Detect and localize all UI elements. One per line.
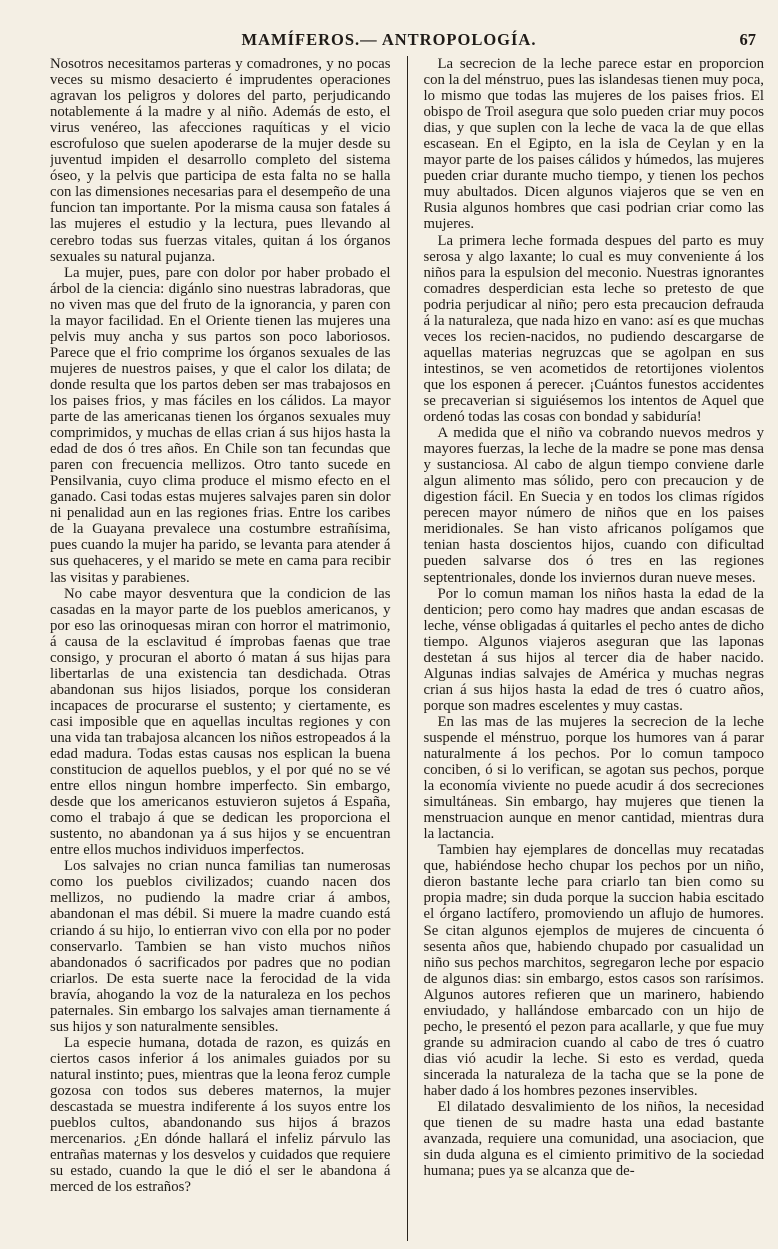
paragraph: Por lo comun maman los niños hasta la edad de la denticion; pero como hay madres que andan escasas de leche, vénse obligadas á quitarles el pecho antes de dicho tiempo. Algunos viajeros aseguran que las laponas destetan á sus hijos al tercer dia de haber nacido. Algunas indias salvajes de América y muchas negras crian á sus hijos hasta la edad de tres ó cuatro años, porque son madres escelentes y muy castas. (423, 585, 764, 714)
paragraph: La secrecion de la leche parece estar en proporcion con la del ménstruo, pues las islandesas tienen muy poca, lo mismo que todas las mujeres de los paises frios. El obispo de Troil asegura que solo pueden criar muy pocos dias, y que suplen con la leche de vaca la de que ellas escasean. En el Egipto, en la isla de Ceylan y en la mayor parte de los paises cálidos y húmedos, las mujeres pueden criar durante mucho tiempo, y tienen los pechos muy abultados. Dicen algunos viajeros que se ven en Rusia algunos hombres que casi podrian criar como las mujeres. (423, 56, 764, 233)
column-divider (407, 56, 408, 1241)
paragraph: La mujer, pues, pare con dolor por haber probado el árbol de la ciencia: digánlo sino nuestras labradoras, que no viven mas que del fruto de la ignorancia, y paren con la mayor facilidad. En el Oriente tienen las mujeres una pelvis muy ancha y sus partos son poco laboriosos. Parece que el frio comprime los órganos sexuales de las mujeres de nuestros paises, y que el calor los dilata; de donde resulta que los partos deben ser mas trabajosos en los paises frios, y mas fáciles en los cálidos. La mayor parte de las americanas tienen los órganos sexuales muy comprimidos, y muchas de ellas crian á sus hijos hasta la edad de dos ó tres años. En Chile son tan fecundas que paren con frecuencia mellizos. Otro tanto sucede en Pensilvania, cuyo clima produce el mismo efecto en el ganado. Casi todas estas mujeres salvajes paren sin dolor ni penalidad aun en las regiones frias. Entre los caribes de la Guayana prevalece una costumbre estrañísima, pues cuando la mujer ha parido, se levanta para atender á sus quehaceres, y el marido se mete en cama para recibir las visitas y parabienes. (50, 264, 391, 586)
paragraph: A medida que el niño va cobrando nuevos medros y mayores fuerzas, la leche de la madre se pone mas densa y sustanciosa. Al cabo de algun tiempo conviene darle algun alimento mas sólido, pero con precaucion y de digestion fácil. En Suecia y en todos los climas rígidos perecen mayor número de niños que en los paises meridionales. Se han visto africanos polígamos que tenian hasta doscientos hijos, cuando con dificultad pueden salvarse dos ó tres en las regiones septentrionales, donde los inviernos duran nueve meses. (423, 425, 764, 586)
paragraph: La especie humana, dotada de razon, es quizás en ciertos casos inferior á los animales guiados por su natural instinto; pues, mientras que la leona feroz cumple gozosa con todos sus deberes maternos, la mujer descastada se muestra indiferente á los suyos entre los pueblos cultos, abandonando sus hijos á brazos mercenarios. ¿En dónde hallará el infeliz párvulo las entrañas maternas y los desvelos y cuidados que requiere su estado, cuando la que le dió el ser le abandona á merced de los estraños? (50, 1034, 391, 1196)
paragraph: Tambien hay ejemplares de doncellas muy recatadas que, habiéndose hecho chupar los pechos por un niño, dieron bastante leche para criarlo tan bien como su propia madre; sin duda porque la succion habia escitado el órgano lactífero, promoviendo un aflujo de humores. Se citan algunos ejemplos de mujeres de cincuenta ó sesenta años que, habiendo chupado por casualidad un niño sus pechos marchitos, segregaron leche por espacio de algunos dias: sin embargo, estos casos son rarísimos. Algunos autores refieren que un marinero, habiendo enviudado, y hallándose embarcado con un hijo de pecho, le presentó el pezon para acallarle, y que fue muy grande su admiracion cuando al cabo de tres ó cuatro dias vió acudir la leche. Si esto es verdad, queda sincerada la naturaleza de la tacha que se la pone de haber dado á los hombres pezones inservibles. (423, 842, 764, 1099)
text-columns (50, 56, 764, 1241)
page-number: 67 (739, 30, 756, 49)
right-column (424, 56, 765, 1241)
running-title: MAMÍFEROS.— ANTROPOLOGÍA. (241, 30, 537, 49)
left-column (50, 56, 391, 1241)
paragraph: Nosotros necesitamos parteras y comadrones, y no pocas veces su mismo desacierto é imprudentes operaciones agravan los peligros y dolores del parto, perjudicando notablemente á la madre y al niño. Además de esto, el virus venéreo, las afecciones raquíticas y el vicio escrofuloso que suelen apoderarse de la mujer desde su juventud impiden el desarrollo completo del sistema óseo, y la pelvis que participa de esta falta no se halla con las dimensiones necesarias para el desempeño de una funcion tan importante. Por la misma causa son fatales á las mujeres el estudio y la lectura, pues llevando al cerebro todas sus fuerzas vitales, quitan á los órganos sexuales su natural pujanza. (50, 56, 391, 265)
paragraph: Los salvajes no crian nunca familias tan numerosas como los pueblos civilizados; cuando nacen dos mellizos, no pudiendo la madre criar á ambos, abandonan el mas débil. Si muere la madre cuando está criando á su hijo, lo entierran vivo con ella por no poder conservarlo. Tambien se han visto muchos niños abandonados ó sacrificados por padres que no podian criarlos. De esta suerte nace la ferocidad de la vida bravía, ahogando la voz de la naturaleza en los pechos paternales. Sin embargo los salvajes aman tiernamente á sus hijos y son naturalmente sensibles. (50, 858, 391, 1035)
paragraph: No cabe mayor desventura que la condicion de las casadas en la mayor parte de los pueblos americanos, y por eso las orinoquesas miran con horror el matrimonio, á causa de la esclavitud é ímprobas faenas que trae consigo, y procuran el aborto ó matan á sus hijas para libertarlas de una existencia tan desdichada. Otras abandonan sus hijos lisiados, porque los consideran incapaces de procurarse el sustento; y ciertamente, es casi imposible que en aquellas incultas regiones y con una vida tan trabajosa alcancen los niños estropeados á la edad madura. Todas estas causas nos esplican la buena constitucion de aquellos pueblos, y el por qué no se vé entre ellos ningun hombre imperfecto. Sin embargo, desde que los americanos estuvieron sujetos á España, como el trabajo á que se dedican les proporciona el sustento, no abandonan ya á sus hijos y se encuentran entre ellos muchos individuos imperfectos. (50, 585, 391, 859)
paragraph: En las mas de las mujeres la secrecion de la leche suspende el ménstruo, porque los humores van á parar naturalmente á los pechos. Por lo comun tampoco conciben, ó si lo verifican, se agotan sus pechos, porque la economía viviente no puede acudir á dos secreciones simultáneas. Sin embargo, hay mujeres que tienen la menstruacion aunque en menor cantidad, mientras dura la lactancia. (423, 713, 764, 843)
paragraph: El dilatado desvalimiento de los niños, la necesidad que tienen de su madre hasta una edad bastante avanzada, requiere una comunidad, una asociacion, que sin duda alguna es el cimiento primitivo de la sociedad humana; pues ya se alcanza que de- (423, 1099, 764, 1180)
paragraph: La primera leche formada despues del parto es muy serosa y algo laxante; lo cual es muy conveniente á los niños para la espulsion del meconio. Nuestras ignorantes comadres desperdician esta leche so pretesto de que podria perjudicar al niño; pero esta precaucion defrauda á la naturaleza, que nada hizo en vano: así es que muchas veces los recien-nacidos, no pudiendo descargarse de aquellas materias negruzcas que se agolpan en sus intestinos, se ven acometidos de retortijones violentos que los esponen á perecer. ¡Cuántos funestos accidentes se precaverian si siguiésemos los intentos de Aquel que ordenó todas las cosas con bondad y sabiduría! (423, 232, 764, 426)
page-header (0, 30, 778, 52)
